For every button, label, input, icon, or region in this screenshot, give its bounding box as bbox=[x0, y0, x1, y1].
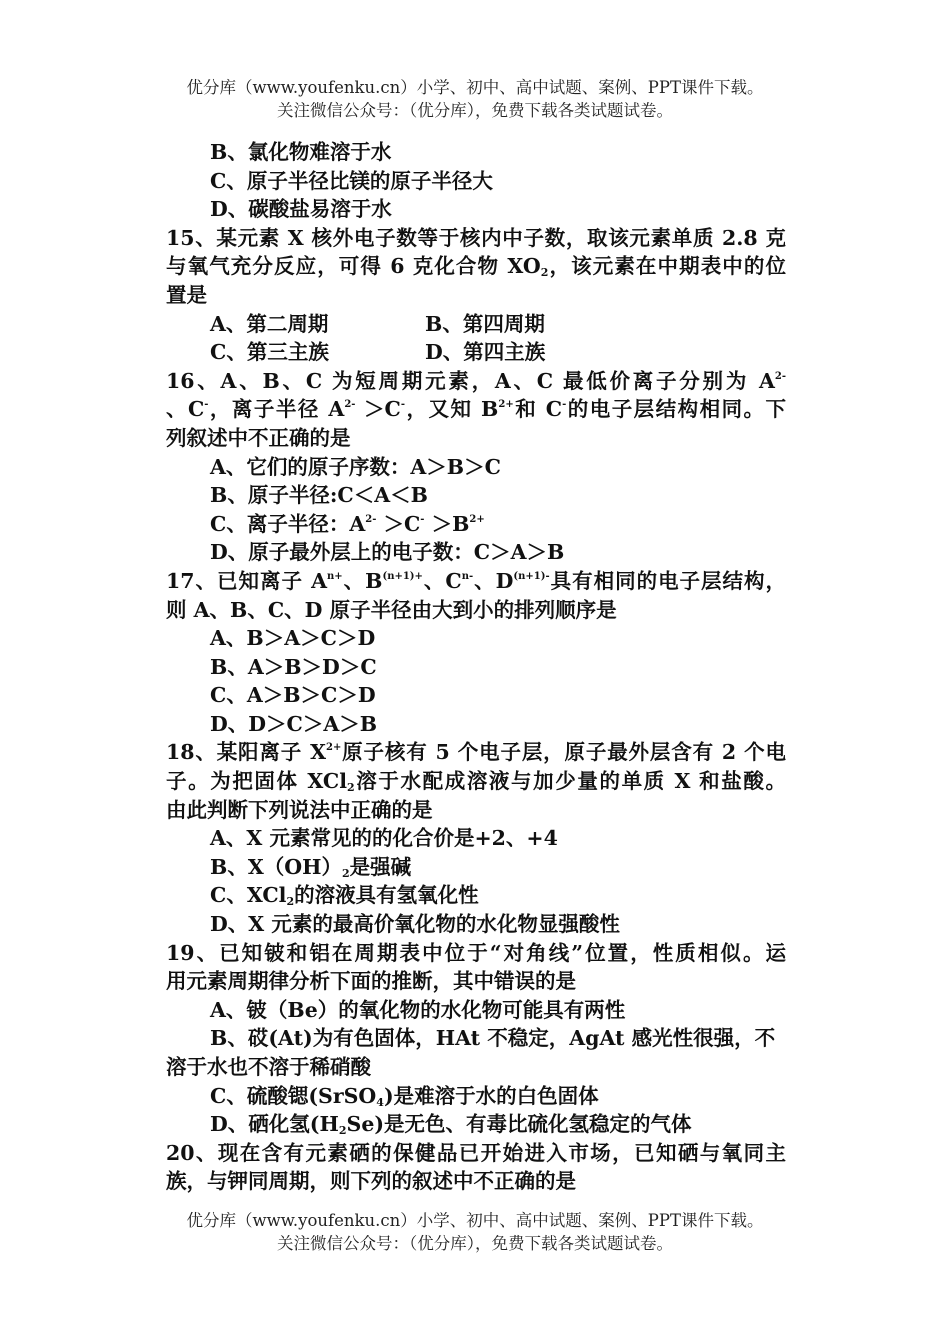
q17-stem-line-2: 则 A、B、C、D 原子半径由大到小的排列顺序是 bbox=[166, 597, 617, 622]
q15-option-b: B、第四周期 bbox=[425, 311, 545, 336]
q18-option-d: D、X 元素的最高价氧化物的水化物显强酸性 bbox=[210, 912, 620, 937]
q19-option-d: D、硒化氢$(H_2Se)$是无色、有毒比硫化氢稳定的气体 bbox=[210, 1112, 692, 1138]
q16-option-a: A、它们的原子序数：A＞B＞C bbox=[210, 454, 501, 479]
q14-option-b: B、氯化物难溶于水 bbox=[210, 140, 392, 164]
q15-option-a: A、第二周期 bbox=[210, 311, 329, 336]
q17-option-c: C、A＞B＞C＞D bbox=[210, 683, 376, 708]
q17-stem-line-1: 17、已知离子 $A^{n+}$、$B^{(n+1)+}$、$C^{n-}$、$D^{(n+1)-}$具有相同的电子层结构， bbox=[166, 568, 787, 593]
q17-option-a: A、B＞A＞C＞D bbox=[210, 626, 376, 651]
q16-stem-line-2: 、C-，离子半径 $A^{2-} >C^-$，又知 $B^{2+}$和 C-的电子层结构相同。下 bbox=[166, 397, 787, 422]
header-line-1: 优分库（www.youfenku.cn）小学、初中、高中试题、案例、PPT课件下载。 bbox=[186, 78, 764, 97]
header-line-2: 关注微信公众号：（优分库），免费下载各类试题试卷。 bbox=[277, 101, 673, 120]
q19-option-c: C、硫酸锶(SrSO$_4$)是难溶于水的白色固体 bbox=[210, 1083, 599, 1109]
q14-option-c: C、原子半径比镁的原子半径大 bbox=[210, 168, 493, 193]
q15-option-c: C、第三主族 bbox=[210, 340, 329, 365]
q18-stem-line-2: 子。为把固体 XCl$_2$溶于水配成溶液与加少量的单质 X 和盐酸。 bbox=[166, 769, 786, 795]
question-content bbox=[166, 138, 786, 1196]
q18-option-a: A、X 元素常见的的化合价是+2、+4 bbox=[210, 826, 558, 851]
q16-stem-line-1: 16、A、B、C 为短周期元素，A、C 最低价离子分别为 $A^{2-}$ bbox=[166, 368, 786, 393]
q20-stem-line-2: 族，与钾同周期，则下列的叙述中不正确的是 bbox=[166, 1169, 576, 1194]
q19-option-a: A、铍（Be）的氧化物的水化物可能具有两性 bbox=[210, 997, 626, 1022]
q16-option-c: C、离子半径：$A^{2-} >C^- >B^{2+}$ bbox=[210, 511, 485, 536]
q18-stem-line-1: 18、某阳离子 $X^{2+}$原子核有 5 个电子层，原子最外层含有 2 个电 bbox=[166, 740, 786, 765]
q17-option-b: B、A＞B＞D＞C bbox=[210, 654, 377, 679]
q16-option-b: B、原子半径:C＜A＜B bbox=[210, 483, 428, 508]
q15-stem-line-2: 与氧气充分反应，可得 6 克化合物 $XO_2$，该元素在中期表中的位 bbox=[166, 254, 787, 280]
q19-option-b-line-1: B、砹(At)为有色固体，HAt 不稳定，AgAt 感光性很强，不 bbox=[210, 1026, 776, 1051]
q19-stem-line-1: 19、已知铍和铝在周期表中位于“对角线”位置，性质相似。运 bbox=[166, 940, 786, 965]
q16-stem-line-3: 列叙述中不正确的是 bbox=[166, 425, 351, 450]
footer-line-2: 关注微信公众号：（优分库），免费下载各类试题试卷。 bbox=[277, 1234, 673, 1253]
q17-option-d: D、D＞C＞A＞B bbox=[210, 711, 378, 736]
q20-stem-line-1: 20、现在含有元素硒的保健品已开始进入市场，已知硒与氧同主 bbox=[166, 1140, 786, 1165]
page-footer bbox=[0, 1209, 950, 1255]
q15-stem-line-3: 置是 bbox=[166, 282, 207, 307]
q14-option-d: D、碳酸盐易溶于水 bbox=[210, 197, 392, 222]
q16-option-d: D、原子最外层上的电子数：C＞A＞B bbox=[210, 540, 565, 565]
q15-stem-line-1: 15、某元素 X 核外电子数等于核内中子数，取该元素单质 2.8 克 bbox=[166, 225, 786, 250]
footer-line-1: 优分库（www.youfenku.cn）小学、初中、高中试题、案例、PPT课件下载。 bbox=[186, 1211, 764, 1230]
q15-option-d: D、第四主族 bbox=[425, 340, 546, 365]
page-header bbox=[0, 76, 950, 122]
q15-options-row-2 bbox=[166, 338, 786, 367]
q18-option-c: C、XCl$_2$的溶液具有氢氧化性 bbox=[210, 883, 479, 909]
q18-option-b: B、$X(OH)_2$是强碱 bbox=[210, 854, 412, 880]
q19-stem-line-2: 用元素周期律分析下面的推断，其中错误的是 bbox=[166, 969, 576, 994]
q15-options-row-1 bbox=[166, 310, 786, 339]
q18-stem-line-3: 由此判断下列说法中正确的是 bbox=[166, 797, 433, 822]
q19-option-b-line-2: 溶于水也不溶于稀硝酸 bbox=[166, 1055, 371, 1079]
